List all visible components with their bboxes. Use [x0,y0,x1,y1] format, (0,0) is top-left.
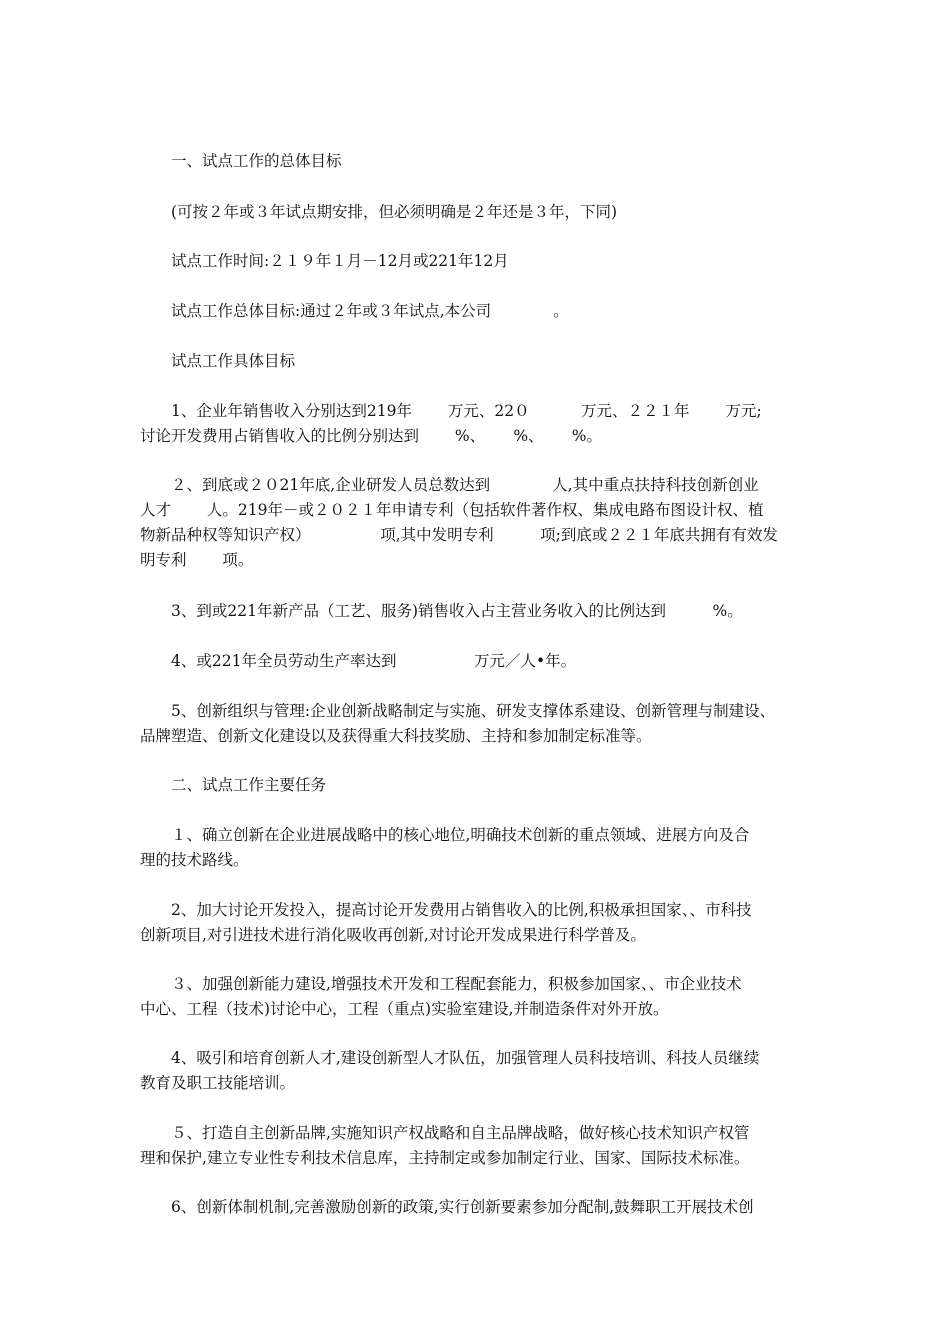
paragraph-task-3 [140,972,830,1022]
text-line: 6、创新体制机制,完善激励创新的政策,实行创新要素参加分配制,鼓舞职工开展技术创 [140,1198,754,1216]
text-line: 中心、工程（技术)讨论中心，工程（重点)实验室建设,并制造条件对外开放。 [140,1000,669,1018]
section-heading-main-tasks [140,773,830,798]
text-line: 物新品种权等知识产权） 项,其中发明专利 项;到底或２２１年底共拥有有效发 [140,526,778,544]
text-line: 试点工作总体目标:通过２年或３年试点,本公司 。 [140,302,569,320]
paragraph-overall-goal [140,299,830,324]
text-line: 讨论开发费用占销售收入的比例分别达到 %、 %、 %。 [140,427,602,445]
text-line: ２、到底或２０21年底,企业研发人员总数达到 人,其中重点扶持科技创新创业 [140,476,759,494]
paragraph-goal-2 [140,473,830,573]
paragraph-goal-3 [140,599,830,624]
paragraph-goal-4 [140,649,830,674]
text-line: ３、加强创新能力建设,增强技术开发和工程配套能力，积极参加国家、、市企业技术 [140,975,742,993]
text-line: 理的技术路线。 [140,851,249,869]
text-line: 创新项目,对引进技术进行消化吸收再创新,对讨论开发成果进行科学普及。 [140,926,646,944]
text-line: ５、打造自主创新品牌,实施知识产权战略和自主品牌战略，做好核心技术知识产权管 [140,1124,750,1142]
text-line: 理和保护,建立专业性专利技术信息库，主持制定或参加制定行业、国家、国际技术标准。 [140,1149,750,1167]
paragraph-specific-goals-heading [140,349,830,374]
text-line: 1、企业年销售收入分别达到219年 万元、22０ 万元、２２１年 万元; [140,402,762,420]
paragraph-goal-5 [140,699,830,749]
section-heading-overall-goal [140,149,830,174]
paragraph-task-6 [140,1195,830,1220]
paragraph-note [140,200,830,225]
text-line: 试点工作具体目标 [140,352,296,370]
paragraph-task-4 [140,1046,830,1096]
text-line: 2、加大讨论开发投入，提高讨论开发费用占销售收入的比例,积极承担国家、、市科技 [140,901,752,919]
text-line: 3、到或221年新产品（工艺、服务)销售收入占主营业务收入的比例达到 %。 [140,602,743,620]
text-line: 试点工作时间:２１９年１月－12月或221年12月 [140,252,509,270]
text-line: １、确立创新在企业进展战略中的核心地位,明确技术创新的重点领域、进展方向及合 [140,826,750,844]
text-line: 4、或221年全员劳动生产率达到 万元／人•年。 [140,652,577,670]
text-line: 明专利 项。 [140,551,254,569]
text-line: 教育及职工技能培训。 [140,1074,296,1092]
paragraph-pilot-time [140,249,830,274]
paragraph-task-5 [140,1121,830,1171]
text-line: 5、创新组织与管理:企业创新战略制定与实施、研发支撑体系建设、创新管理与制建设、 [140,702,776,720]
text-line: 人才 人。219年－或２０２１年申请专利（包括软件著作权、集成电路布图设计权、植 [140,501,764,519]
text-line: (可按２年或３年试点期安排，但必须明确是２年还是３年，下同) [140,203,618,221]
text-line: 二、试点工作主要任务 [140,776,327,794]
text-line: 一、试点工作的总体目标 [140,152,342,170]
paragraph-task-1 [140,823,830,873]
text-line: 4、吸引和培育创新人才,建设创新型人才队伍，加强管理人员科技培训、科技人员继续 [140,1049,760,1067]
paragraph-task-2 [140,898,830,948]
text-line: 品牌塑造、创新文化建设以及获得重大科技奖励、主持和参加制定标准等。 [140,727,652,745]
paragraph-goal-1 [140,399,830,449]
